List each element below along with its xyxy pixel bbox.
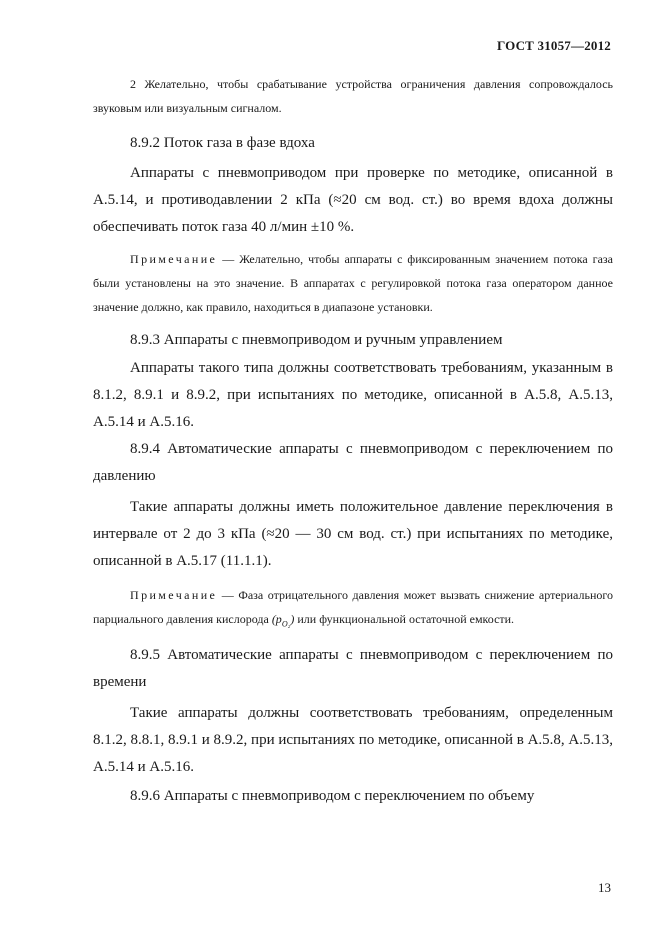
note-text-continued: или функциональной остаточной емкости. (294, 612, 515, 626)
note-text: — Фаза отрицательного давления может вызвать снижение артериального парциального давления кислорода (93, 588, 613, 626)
formula-symbol: (p (271, 612, 282, 626)
note-paragraph-2 (93, 247, 613, 319)
section-heading-8-9-5: 8.9.5 Автоматические аппараты с пневмоприводом с переключением по времени (93, 647, 613, 691)
document-id-header: ГОСТ 31057—2012 (496, 38, 611, 53)
paragraph-8-9-4: Такие аппараты должны иметь положительное давление переключения в интервале от 2 до 3 кПа (≈20 — 30 см вод. ст.) при испытаниях по методике, описанной в А.5.17 (11.1.1). (93, 499, 613, 569)
section-heading-8-9-4: 8.9.4 Автоматические аппараты с пневмоприводом с переключением по давлению (93, 441, 613, 484)
section-heading-8-9-6: 8.9.6 Аппараты с пневмоприводом с переключением по объему (130, 788, 535, 805)
paragraph-8-9-5: Такие аппараты должны соответствовать требованиям, определенным 8.1.2, 8.8.1, 8.9.1 и 8.9.2, при испытаниях по методике, описанной в А.5.8, А.5.13, А.5.14 и А.5.16. (93, 705, 613, 776)
page-number: 13 (598, 880, 611, 895)
formula-subscript: O₂ (281, 619, 291, 629)
note-text: — Желательно, чтобы аппараты с фиксированным значением потока газа были установлены на это значение. В аппаратах с регулировкой потока газа оператором данное значение должно, как правило, находиться в диапазоне установки. (93, 252, 613, 314)
oxygen-partial-pressure-formula (271, 612, 295, 629)
paragraph-8-9-3: Аппараты такого типа должны соответствовать требованиям, указанным в 8.1.2, 8.9.1 и 8.9.2, при испытаниях по методике, описанной в А.5.8, А.5.13, А.5.14 и А.5.16. (93, 360, 613, 430)
section-heading-8-9-2: 8.9.2 Поток газа в фазе вдоха (130, 135, 315, 151)
note-label: Примечание (130, 252, 218, 266)
document-body (93, 72, 613, 809)
note-label: Примечание (130, 588, 218, 602)
formula-close: ) (290, 612, 295, 626)
section-heading-8-9-3: 8.9.3 Аппараты с пневмоприводом и ручным управлением (130, 332, 503, 348)
note-paragraph-3 (93, 583, 613, 636)
note-paragraph-1: 2 Желательно, чтобы срабатывание устройства ограничения давления сопровождалось звуковым или визуальным сигналом. (93, 77, 613, 115)
paragraph-8-9-2: Аппараты с пневмоприводом при проверке по методике, описанной в А.5.14, и противодавлении 2 кПа (≈20 см вод. ст.) во время вдоха должны обеспечивать поток газа 40 л/мин ±10 %. (93, 165, 613, 235)
